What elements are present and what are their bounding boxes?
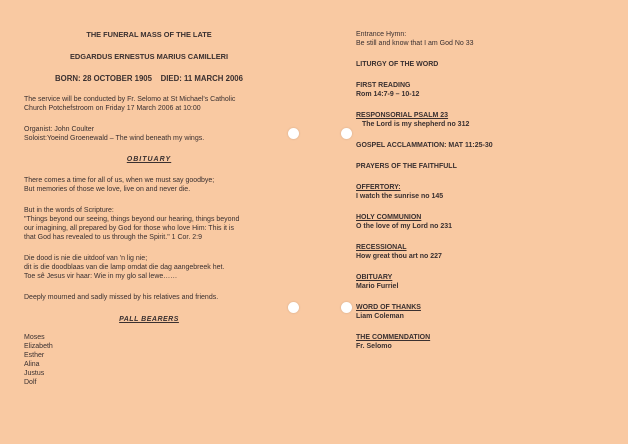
gospel-acclamation: GOSPEL ACCLAMMATION: MAT 11:25-30: [356, 142, 493, 149]
binding-hole: [341, 302, 352, 313]
commendation-label: THE COMMENDATION: [356, 334, 431, 341]
mourned-line: Deeply mourned and sadly missed by his relatives and friends.: [24, 294, 219, 301]
soloist-line: Soloist:Yoeind Groenewald – The wind beneath my wings.: [24, 135, 205, 142]
obituary-speaker: [356, 273, 606, 291]
binding-hole: [341, 128, 352, 139]
list-item: Esther: [24, 352, 45, 359]
musicians: [24, 125, 274, 143]
afrikaans-line: dit is die doodblaas van die lamp omdat die dag aangebreek het.: [24, 264, 225, 271]
recessional-value: How great thou art no 227: [356, 253, 442, 260]
obituary-label: OBITUARY: [356, 274, 393, 281]
recessional: [356, 243, 606, 261]
commendation-value: Fr. Selomo: [356, 343, 392, 350]
pall-bearers-heading: PALL BEARERS: [119, 316, 179, 323]
deceased-name: EDGARDUS ERNESTUS MARIUS CAMILLERI: [69, 52, 229, 61]
dates-line: BORN: 28 OCTOBER 1905 DIED: 11 MARCH 2006: [55, 74, 243, 83]
list-item: Alina: [24, 361, 40, 368]
list-item: Elizabeth: [24, 343, 53, 350]
list-item: Dolf: [24, 379, 37, 386]
program-title: THE FUNERAL MASS OF THE LATE: [86, 30, 212, 39]
scripture-line: our imagining, all prepared by God for those who love Him: This it is: [24, 225, 234, 232]
afrikaans-block: [24, 254, 274, 281]
liturgy-heading: LITURGY OF THE WORD: [356, 61, 439, 68]
prayers-heading: PRAYERS OF THE FAITHFULL: [356, 163, 457, 170]
list-item: Moses: [24, 334, 45, 341]
afrikaans-line: Die dood is nie die uitdoof van 'n lig nie;: [24, 255, 148, 262]
binding-hole: [288, 302, 299, 313]
organist-line: Organist: John Coulter: [24, 126, 95, 133]
poem-line: But memories of those we love, live on and never die.: [24, 186, 191, 193]
thanks-label: WORD OF THANKS: [356, 304, 421, 311]
scripture-block: [24, 206, 274, 242]
first-reading-label: FIRST READING: [356, 82, 411, 89]
scripture-line: "Things beyond our seeing, things beyond our hearing, things beyond: [24, 216, 240, 223]
communion-value: O the love of my Lord no 231: [356, 223, 453, 230]
poem-line: There comes a time for all of us, when we must say goodbye;: [24, 177, 215, 184]
service-line: Church Potchefstroom on Friday 17 March 2006 at 10:00: [24, 105, 201, 112]
scripture-line: that God has revealed to us through the Spirit." 1 Cor. 2:9: [24, 234, 202, 241]
communion-label: HOLY COMMUNION: [356, 214, 422, 221]
recessional-label: RECESSIONAL: [356, 244, 407, 251]
afrikaans-line: Toe sê Jesus vir haar: Wie in my glo sal lewe……: [24, 273, 178, 280]
first-reading-value: Rom 14:7-9 – 10-12: [356, 91, 420, 98]
commendation: [356, 333, 606, 351]
entrance-hymn: [356, 30, 606, 48]
responsorial-psalm: [356, 111, 606, 129]
offertory-value: I watch the sunrise no 145: [356, 193, 444, 200]
word-of-thanks: [356, 303, 606, 321]
obituary-value: Mario Furriel: [356, 283, 399, 290]
psalm-value: The Lord is my shepherd no 312: [362, 121, 470, 128]
first-reading: [356, 81, 606, 99]
entrance-hymn-value: Be still and know that I am God No 33: [356, 40, 474, 47]
offertory-label: OFFERTORY:: [356, 184, 401, 191]
list-item: Justus: [24, 370, 45, 377]
thanks-value: Liam Coleman: [356, 313, 404, 320]
service-details: [24, 95, 274, 113]
offertory: [356, 183, 606, 201]
binding-hole: [288, 128, 299, 139]
holy-communion: [356, 213, 606, 231]
scripture-line: But in the words of Scripture:: [24, 207, 114, 214]
pall-bearers-list: [24, 333, 274, 387]
service-line: The service will be conducted by Fr. Selomo at St Michael's Catholic: [24, 96, 236, 103]
obituary-heading: OBITUARY: [126, 156, 172, 163]
right-column: [356, 30, 606, 351]
left-column: [24, 30, 274, 387]
poem-block: [24, 176, 274, 194]
psalm-label: RESPONSORIAL PSALM 23: [356, 112, 449, 119]
entrance-hymn-label: Entrance Hymn:: [356, 31, 407, 38]
